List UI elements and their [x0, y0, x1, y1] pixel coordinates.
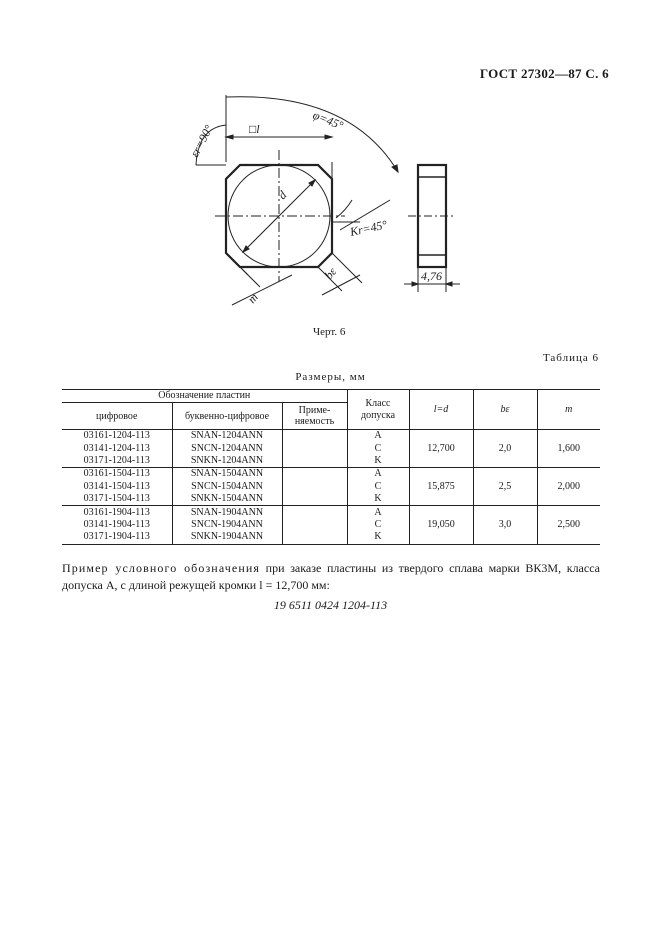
label-d: d	[275, 187, 290, 203]
header-numeric: цифровое	[62, 403, 172, 430]
label-l: □l	[249, 122, 260, 136]
group-1-m: 1,600	[537, 430, 600, 468]
example-text: при заказе пластины из твердого сплава марки ВК3М, класса допуска А, с длиной режущей кромки l = 12,700 мм:	[62, 561, 601, 592]
table-row: 03141-1504-113 SNCN-1504ANN C	[62, 481, 600, 493]
group-3-b: 3,0	[473, 506, 537, 544]
header-applicability: Приме- няемость	[282, 403, 347, 430]
group-1-ld: 12,700	[409, 430, 473, 468]
label-epsilon: εr=90°	[187, 122, 216, 160]
label-thickness: 4,76	[421, 269, 442, 283]
header-designation: Обозначение пластин	[62, 390, 347, 403]
label-be: bε	[321, 264, 340, 282]
figure-caption: Черт. 6	[313, 326, 346, 338]
table-label: Таблица 6	[542, 352, 599, 364]
table-row: 03171-1504-113 SNKN-1504ANN K	[62, 493, 600, 506]
table-row: 03161-1204-113 SNAN-1204ANN A 12,700 2,0 1,600	[62, 430, 600, 443]
table-row: 03171-1204-113 SNKN-1204ANN K	[62, 455, 600, 468]
table-units: Размеры, мм	[295, 371, 366, 383]
group-2-ld: 15,875	[409, 468, 473, 506]
group-3-m: 2,500	[537, 506, 600, 544]
group-2-b: 2,5	[473, 468, 537, 506]
technical-drawing	[0, 0, 661, 340]
dimensions-table	[62, 389, 600, 545]
group-2-m: 2,000	[537, 468, 600, 506]
group-1-b: 2,0	[473, 430, 537, 468]
table-row: 03161-1504-113 SNAN-1504ANN A 15,875 2,5 2,000	[62, 468, 600, 481]
group-3-ld: 19,050	[409, 506, 473, 544]
label-m: m	[244, 290, 261, 306]
page-header: ГОСТ 27302—87 С. 6	[479, 66, 609, 81]
header-ld: l=d	[409, 390, 473, 430]
table-row: 03161-1904-113 SNAN-1904ANN A 19,050 3,0 2,500	[62, 506, 600, 519]
header-b: bε	[473, 390, 537, 430]
table-row: 03141-1904-113 SNCN-1904ANN C	[62, 519, 600, 531]
label-kr: Kr=45°	[348, 217, 389, 239]
table-row: 03171-1904-113 SNKN-1904ANN K	[62, 531, 600, 544]
label-phi: φ=45°	[310, 107, 346, 133]
example-paragraph	[62, 560, 600, 594]
example-lead: Пример условного обозначения	[62, 561, 261, 575]
example-code: 19 6511 0424 1204-113	[273, 598, 388, 612]
header-alnum: буквенно-цифровое	[172, 403, 282, 430]
table-row: 03141-1204-113 SNCN-1204ANN C	[62, 442, 600, 454]
header-tolerance: Класс допуска	[347, 390, 409, 430]
header-m: m	[537, 390, 600, 430]
